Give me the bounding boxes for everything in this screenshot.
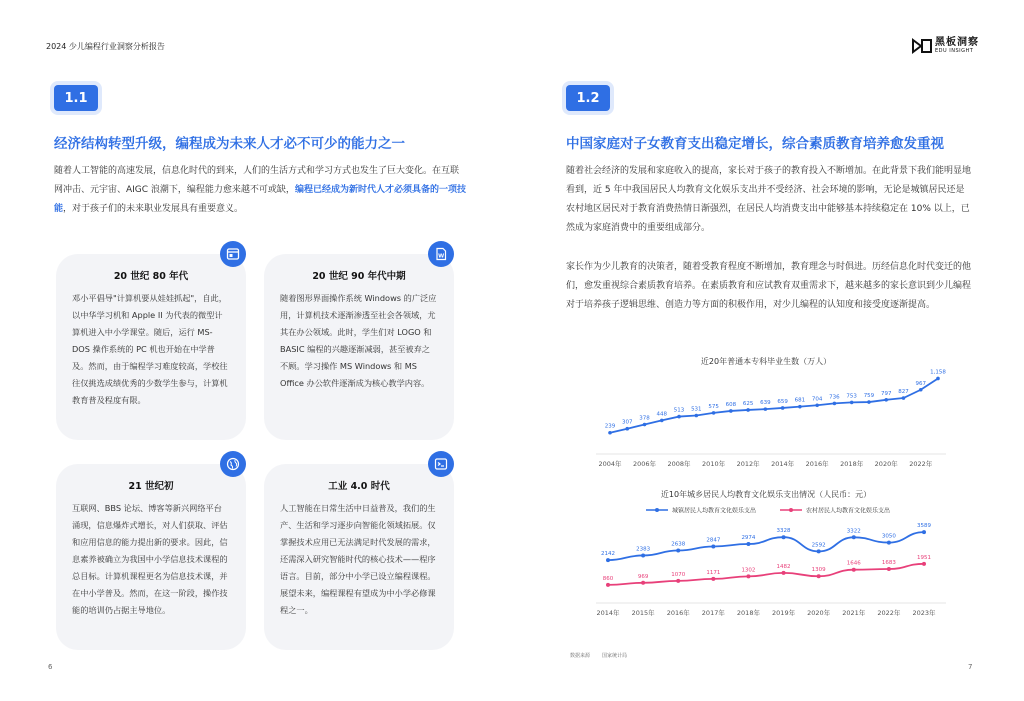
legend-label: 农村居民人均教育文化娱乐支出 <box>806 507 891 515</box>
logo-text-cn: 黑板洞察 <box>935 37 979 48</box>
series-line-0 <box>608 532 924 560</box>
x-tick-label: 2018年 <box>840 460 864 468</box>
data-point <box>746 542 750 546</box>
data-point <box>867 400 871 404</box>
intro-text-b: ，对于孩子们的未来职业发展具有重要意义。 <box>63 204 244 214</box>
data-point <box>695 414 699 418</box>
word-document-icon <box>428 241 454 267</box>
data-label: 1070 <box>671 571 686 578</box>
data-label: 575 <box>708 403 719 410</box>
page-number-left: 6 <box>48 663 53 671</box>
chart2-title: 近10年城乡居民人均教育文化娱乐支出情况（人民币：元） <box>660 490 872 499</box>
data-point <box>764 407 768 411</box>
data-source-note <box>570 652 627 659</box>
x-tick-label: 2020年 <box>807 609 831 617</box>
intro-text-a: 随着人工智能的高速发展，信息化时代的到来，人们的生活方式和学习方式也发生了巨大变化。在互联网冲击、元宇宙、AIGC 浪潮下，编程能力愈来越不可或缺， <box>54 166 460 195</box>
data-label: 759 <box>863 393 875 400</box>
data-point <box>922 530 926 534</box>
x-tick-label: 2020年 <box>874 460 898 468</box>
data-point <box>711 577 715 581</box>
data-point <box>936 377 940 381</box>
x-tick-label: 2014年 <box>596 609 620 617</box>
intro-paragraph-left <box>54 162 466 219</box>
card-body: 人工智能在日常生活中日益普及，我们的生产、生活和学习逐步向智能化领域拓展。仅掌握技术应用已无法满足时代发展的需求，还需深入研究智能时代的核心技术——程序语言。目前，部分中小学已设立编程课程。展望未来，编程课程有望成为中小学必修课程之一。 <box>280 503 436 615</box>
data-point <box>852 535 856 539</box>
x-tick-label: 2019年 <box>772 609 796 617</box>
data-label: 1171 <box>706 569 721 576</box>
data-point <box>833 402 837 406</box>
data-label: 704 <box>811 396 823 403</box>
data-label: 2592 <box>811 542 826 549</box>
data-label: 969 <box>637 573 649 580</box>
data-label: 1482 <box>776 563 791 570</box>
data-label: 513 <box>673 407 685 414</box>
data-label: 239 <box>604 423 616 430</box>
data-point <box>887 567 891 571</box>
data-label: 307 <box>622 419 633 426</box>
data-point <box>641 553 645 557</box>
timeline-card-1990s <box>264 254 454 440</box>
x-tick-label: 2018年 <box>736 609 760 617</box>
data-point <box>850 401 854 405</box>
timeline-card-2000s <box>56 464 246 650</box>
data-point <box>817 574 821 578</box>
data-point <box>606 583 610 587</box>
data-point <box>781 406 785 410</box>
logo-text-en: EDU INSIGHT <box>935 48 974 54</box>
data-point <box>852 568 856 572</box>
card-body: 互联网、BBS 论坛、博客等新兴网络平台涌现，信息爆炸式增长，对人们获取、评估和应用信息的能力提出新的要求。因此，信息素养被确立为我国中小学信息技术课程的总目标。计算机课程更名为信息技术课，并在中小学普及。然而，在这一阶段，操作技能的培训仍占据主导地位。 <box>72 503 228 615</box>
data-label: 378 <box>639 415 650 422</box>
card-title: 工业 4.0 时代 <box>328 481 390 492</box>
section-badge-1-2: 1.2 <box>566 85 610 111</box>
data-label: 625 <box>742 400 754 407</box>
data-point <box>606 558 610 562</box>
data-point <box>625 427 629 431</box>
data-label: 1,158 <box>930 369 946 376</box>
data-label: 639 <box>760 400 771 407</box>
data-label: 3589 <box>917 523 931 530</box>
paragraph-parents-awareness: 家长作为少儿教育的决策者，随着受教育程度不断增加，教育理念与时俱进。历经信息化时代变迁的他们，愈发重视综合素质教育培养。在素质教育和应试教育双重需求下，越来越多的家长意识到少儿编程对于培养孩子逻辑思维、创造力等方面的积极作用，对少儿编程的认知度和接受度逐渐提高。 <box>566 262 972 310</box>
data-point <box>729 409 733 413</box>
data-label: 736 <box>829 394 840 401</box>
legend-marker <box>789 508 793 512</box>
timeline-card-1980s <box>56 254 246 440</box>
data-label: 967 <box>915 380 926 387</box>
x-tick-label: 2023年 <box>912 609 936 617</box>
x-tick-label: 2015年 <box>631 609 655 617</box>
data-point <box>660 419 664 423</box>
data-point <box>922 562 926 566</box>
x-tick-label: 2021年 <box>842 609 866 617</box>
paragraph-education-spending: 随着社会经济的发展和家庭收入的提高，家长对于孩子的教育投入不断增加。在此背景下我们能明显地看到，近 5 年中我国居民人均教育文化娱乐支出并不受经济、社会环境的影响，无论是城镇居民还是农村地区居民对于教育消费热情日渐强烈，在居民人均消费支出中能够基本持续稳定在 10% 以上，已然成为家庭消费中的重要组成部分。 <box>566 166 972 233</box>
globe-icon <box>220 451 246 477</box>
data-label: 3322 <box>846 528 861 535</box>
browser-window-icon <box>220 241 246 267</box>
data-label: 1309 <box>811 567 826 574</box>
data-point <box>677 415 681 419</box>
x-tick-label: 2016年 <box>666 609 690 617</box>
series-line-1 <box>608 564 924 585</box>
data-label: 827 <box>898 389 909 396</box>
data-label: 2142 <box>601 551 615 558</box>
logo-mark-icon <box>912 38 932 54</box>
data-label: 1302 <box>741 567 756 574</box>
data-point <box>902 396 906 400</box>
data-label: 797 <box>880 390 892 397</box>
data-label: 860 <box>602 575 614 582</box>
education-spending-line-chart <box>566 500 966 625</box>
x-tick-label: 2008年 <box>667 460 691 468</box>
x-tick-label: 2014年 <box>771 460 795 468</box>
data-label: 659 <box>777 398 788 405</box>
data-point <box>798 405 802 409</box>
data-point <box>643 423 647 427</box>
report-title: 2024 少儿编程行业洞察分析报告 <box>46 42 165 51</box>
graduates-line-chart <box>566 368 966 478</box>
data-point <box>641 581 645 585</box>
data-point <box>676 549 680 553</box>
legend-marker <box>655 508 659 512</box>
card-title: 20 世纪 80 年代 <box>113 271 189 282</box>
chart1-title: 近20年普通本专科毕业生数（万人） <box>700 357 832 366</box>
x-tick-label: 2022年 <box>909 460 933 468</box>
data-label: 531 <box>691 406 702 413</box>
page-number-right: 7 <box>968 663 973 671</box>
card-title: 21 世纪初 <box>128 481 174 492</box>
data-label: 1646 <box>846 560 861 567</box>
data-point <box>676 579 680 583</box>
terminal-icon <box>428 451 454 477</box>
data-label: 1951 <box>917 554 931 561</box>
x-tick-label: 2022年 <box>877 609 901 617</box>
brand-logo <box>912 38 979 54</box>
data-point <box>711 544 715 548</box>
card-body: 随着图形界面操作系统 Windows 的广泛应用，计算机技术逐渐渗透至社会各领域，尤其在办公领域。此时，学生们对 LOGO 和 BASIC 编程的兴趣逐渐减弱，甚至被弃之不顾。学习操作 MS Windows 和 MS Office 办公软件逐渐成为核心教学内容。 <box>280 293 437 388</box>
data-label: 1683 <box>881 559 896 566</box>
section-badge-1-1: 1.1 <box>54 85 98 111</box>
x-tick-label: 2012年 <box>736 460 760 468</box>
card-body: 邓小平倡导"计算机要从娃娃抓起"，自此，以中华学习机和 Apple II 为代表的微型计算机进入中小学课堂。随后，运行 MS-DOS 操作系统的 PC 机也开始在中学普及。然而，由于编程学习难度较高，学校往往仅挑选成绩优秀的少数学生参与，计算机教育普及程度有限。 <box>72 293 228 405</box>
section-title-1-1: 经济结构转型升级，编程成为未来人才必不可少的能力之一 <box>54 136 405 152</box>
intro-highlight: 编程已经成为新时代人才必须具备的一项技能 <box>54 185 466 214</box>
data-point <box>887 541 891 545</box>
data-point <box>782 571 786 575</box>
x-tick-label: 2010年 <box>702 460 726 468</box>
data-label: 753 <box>846 393 857 400</box>
data-label: 2638 <box>671 541 686 548</box>
data-point <box>884 398 888 402</box>
data-label: 2847 <box>706 537 721 544</box>
data-label: 448 <box>656 411 668 418</box>
data-point <box>919 388 923 392</box>
data-label: 2383 <box>636 546 651 553</box>
data-point <box>608 431 612 435</box>
data-point <box>817 549 821 553</box>
data-label: 681 <box>794 397 806 404</box>
data-label: 3050 <box>881 533 896 540</box>
section-title-1-2: 中国家庭对子女教育支出稳定增长，综合素质教育培养愈发重视 <box>566 136 944 152</box>
data-point <box>746 408 750 412</box>
data-point <box>712 411 716 415</box>
data-label: 608 <box>725 401 737 408</box>
x-tick-label: 2017年 <box>701 609 725 617</box>
x-tick-label: 2006年 <box>633 460 657 468</box>
graduates-series-line <box>610 378 938 432</box>
data-point <box>782 535 786 539</box>
data-point <box>815 403 819 407</box>
x-tick-label: 2004年 <box>598 460 622 468</box>
data-label: 2974 <box>741 535 756 542</box>
x-tick-label: 2016年 <box>805 460 829 468</box>
data-source-label: 数据来源 <box>570 653 591 659</box>
data-label: 3328 <box>776 528 791 535</box>
legend-label: 城镇居民人均教育文化娱乐支出 <box>672 507 757 515</box>
data-source-org: 国家统计局 <box>602 653 628 659</box>
svg-text:W: W <box>438 253 445 260</box>
timeline-card-industry-4-0 <box>264 464 454 650</box>
card-title: 20 世纪 90 年代中期 <box>312 271 406 282</box>
data-point <box>746 574 750 578</box>
